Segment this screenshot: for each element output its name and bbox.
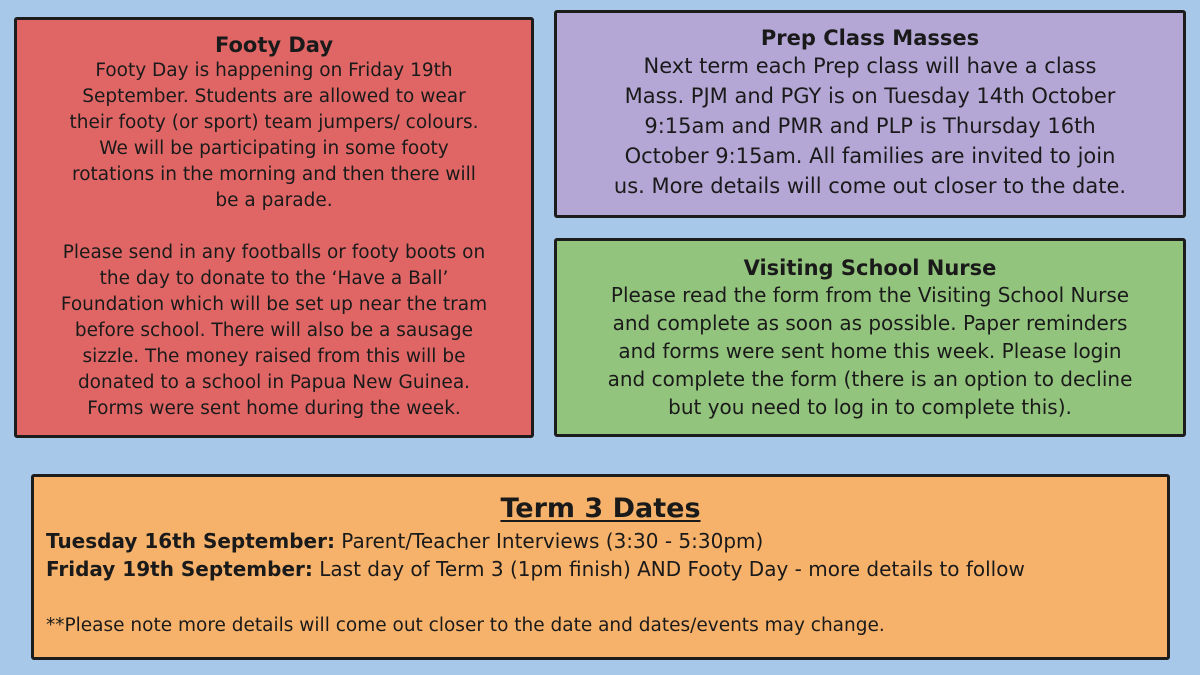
school-nurse-line: and complete the form (there is an option to decline <box>607 367 1133 391</box>
footy-day-line: donated to a school in Papua New Guinea. <box>77 372 471 393</box>
school-nurse-line: Please read the form from the Visiting School Nurse <box>610 283 1130 307</box>
term-date-row <box>46 527 1155 555</box>
footy-day-line: before school. There will also be a sausage <box>74 320 474 341</box>
school-nurse-line: and forms were sent home this week. Please login <box>618 339 1122 363</box>
prep-masses-line: 9:15am and PMR and PLP is Thursday 16th <box>644 114 1096 138</box>
footy-day-line: Please send in any footballs or footy boots on <box>62 242 486 263</box>
term-dates-note: **Please note more details will come out closer to the date and dates/events may change. <box>46 615 885 636</box>
footy-day-line: be a parade. <box>215 190 333 211</box>
prep-masses-line: us. More details will come out closer to the date. <box>613 174 1127 198</box>
term-date-event: Parent/Teacher Interviews (3:30 - 5:30pm) <box>334 529 764 553</box>
footy-day-line: Foundation which will be set up near the tram <box>60 294 488 315</box>
prep-masses-title: Prep Class Masses <box>760 26 980 50</box>
term-date-label: Tuesday 16th September: <box>46 529 335 553</box>
footy-day-title: Footy Day <box>214 33 334 57</box>
school-nurse-line: but you need to log in to complete this). <box>668 395 1072 419</box>
term-dates-title: Term 3 Dates <box>500 493 701 524</box>
footy-day-line: sizzle. The money raised from this will be <box>82 346 466 367</box>
footy-day-line: We will be participating in some footy <box>99 138 449 159</box>
footy-day-line: September. Students are allowed to wear <box>82 86 466 107</box>
term-date-row <box>46 555 1155 583</box>
school-nurse-panel <box>554 238 1186 437</box>
school-nurse-line: and complete as soon as possible. Paper reminders <box>612 311 1128 335</box>
school-nurse-title: Visiting School Nurse <box>743 256 997 280</box>
term-date-label: Friday 19th September: <box>46 557 313 581</box>
footy-day-line: Footy Day is happening on Friday 19th <box>95 60 453 81</box>
footy-day-line: Forms were sent home during the week. <box>87 398 461 419</box>
prep-masses-line: Next term each Prep class will have a class <box>643 54 1097 78</box>
prep-masses-line: October 9:15am. All families are invited to join <box>624 144 1116 168</box>
footy-day-line: their footy (or sport) team jumpers/ colours. <box>69 112 479 133</box>
prep-masses-panel <box>554 10 1186 218</box>
footy-day-line: the day to donate to the ‘Have a Ball’ <box>99 268 449 289</box>
footy-day-panel <box>14 17 534 438</box>
prep-masses-line: Mass. PJM and PGY is on Tuesday 14th October <box>624 84 1116 108</box>
term-dates-panel <box>31 474 1170 660</box>
paragraph-gap <box>29 214 519 240</box>
term-date-event: Last day of Term 3 (1pm finish) AND Footy Day - more details to follow <box>312 557 1025 581</box>
footy-day-line: rotations in the morning and then there will <box>72 164 476 185</box>
